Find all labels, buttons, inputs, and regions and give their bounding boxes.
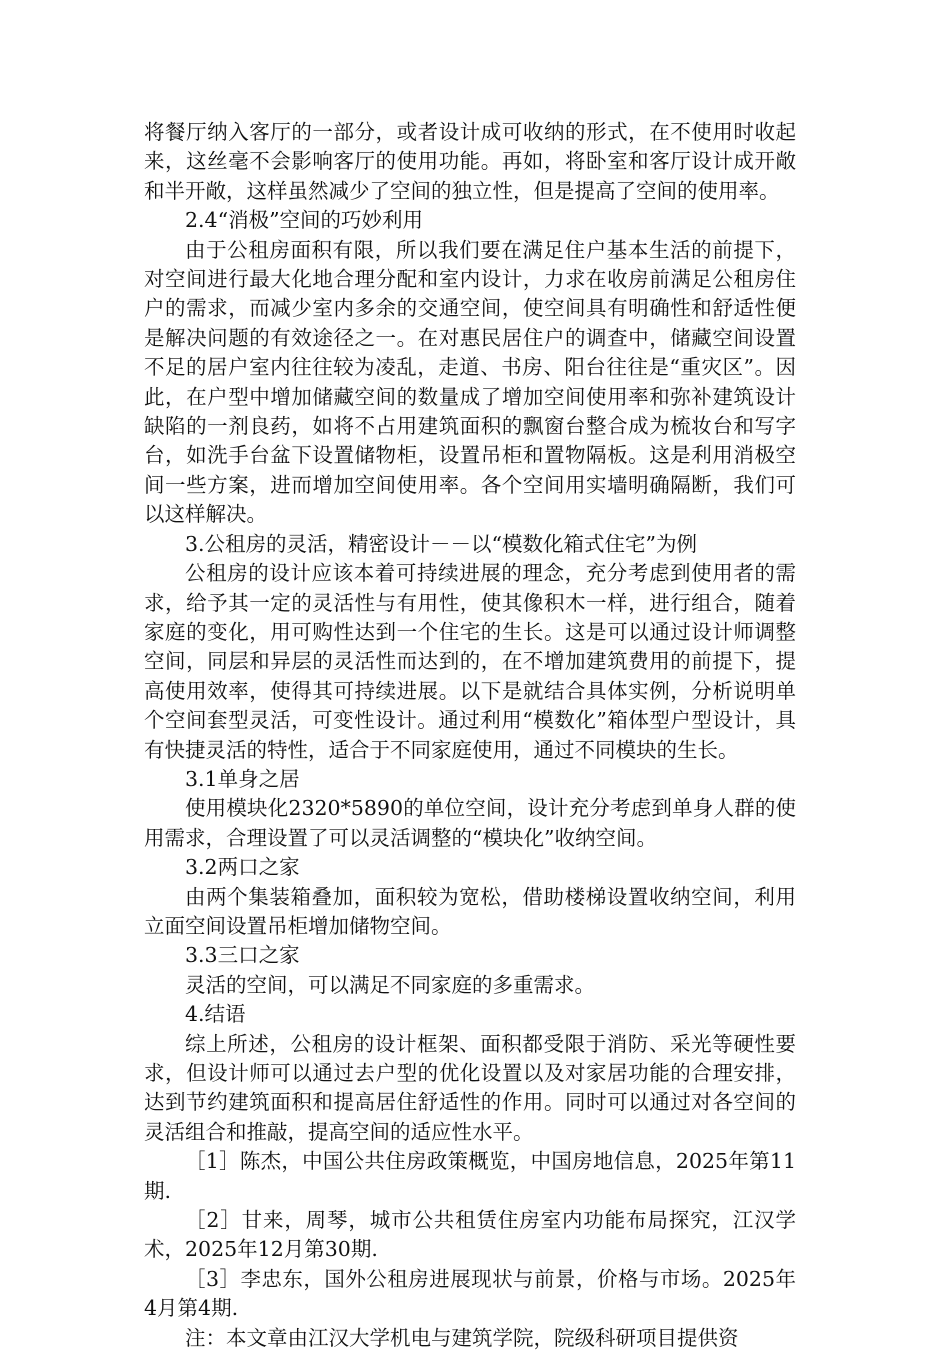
reference-item-2: ［2］甘来，周琴，城市公共租赁住房室内功能布局探究，江汉学术，2025年12月第30期. [144,1208,796,1262]
paragraph: 由于公租房面积有限，所以我们要在满足住户基本生活的前提下，对空间进行最大化地合理分配和室内设计，力求在收房前满足公租房住户的需求，而减少室内多余的交通空间，使空间具有明确性和舒适性便是解决问题的有效途径之一。在对惠民居住户的调查中，储藏空间设置不足的居户室内往往较为凌乱，走道、书房、阳台往往是“重灾区”。因此，在户型中增加储藏空间的数量成了增加空间使用率和弥补建筑设计缺陷的一剂良药，如将不占用建筑面积的飘窗台整合成为梳妆台和写字台，如洗手台盆下设置储物柜，设置吊柜和置物隔板。这是利用消极空间一些方案，进而增加空间使用率。各个空间用实墙明确隔断，我们可以这样解决。 [144,237,796,527]
footnote-note: 注：本文章由江汉大学机电与建筑学院，院级科研项目提供资 [185,1325,739,1350]
section-heading-3-3: 3.3三口之家 [185,943,300,968]
paragraph: 由两个集装箱叠加，面积较为宽松，借助楼梯设置收纳空间，利用立面空间设置吊柜增加储物空间。 [144,884,796,938]
section-heading-2-4: 2.4“消极”空间的巧妙利用 [185,208,424,233]
paragraph: 使用模块化2320*5890的单位空间，设计充分考虑到单身人群的使用需求，合理设置了可以灵活调整的“模块化”收纳空间。 [144,796,796,850]
section-heading-3-1: 3.1单身之居 [185,766,300,791]
section-heading-4: 4.结语 [185,1002,246,1027]
document-page [144,118,796,1353]
paragraph-continuation: 将餐厅纳入客厅的一部分，或者设计成可收纳的形式，在不使用时收起来，这丝毫不会影响客厅的使用功能。再如，将卧室和客厅设计成开敞和半开敞，这样虽然减少了空间的独立性，但是提高了空间的使用率。 [144,120,796,203]
paragraph: 公租房的设计应该本着可持续进展的理念，充分考虑到使用者的需求，给予其一定的灵活性与有用性，使其像积木一样，进行组合，随着家庭的变化，用可购性达到一个住宅的生长。这是可以通过设计师调整空间，同层和异层的灵活性而达到的，在不增加建筑费用的前提下，提高使用效率，使得其可持续进展。以下是就结合具体实例，分析说明单个空间套型灵活，可变性设计。通过利用“模数化”箱体型户型设计，具有快捷灵活的特性，适合于不同家庭使用，通过不同模块的生长。 [144,561,796,762]
reference-item-3: ［3］李忠东，国外公租房进展现状与前景，价格与市场。2025年4月第4期. [144,1266,796,1321]
reference-item-1: ［1］陈杰，中国公共住房政策概览，中国房地信息，2025年第11期. [144,1149,796,1203]
paragraph: 综上所述，公租房的设计框架、面积都受限于消防、采光等硬性要求，但设计师可以通过去户型的优化设置以及对家居功能的合理安排，达到节约建筑面积和提高居住舒适性的作用。同时可以通过对各空间的灵活组合和推敲，提高空间的适应性水平。 [144,1031,796,1144]
section-heading-3-2: 3.2两口之家 [185,855,300,880]
paragraph: 灵活的空间，可以满足不同家庭的多重需求。 [185,972,595,997]
section-heading-3: 3.公租房的灵活，精密设计－－以“模数化箱式住宅”为例 [185,531,698,556]
